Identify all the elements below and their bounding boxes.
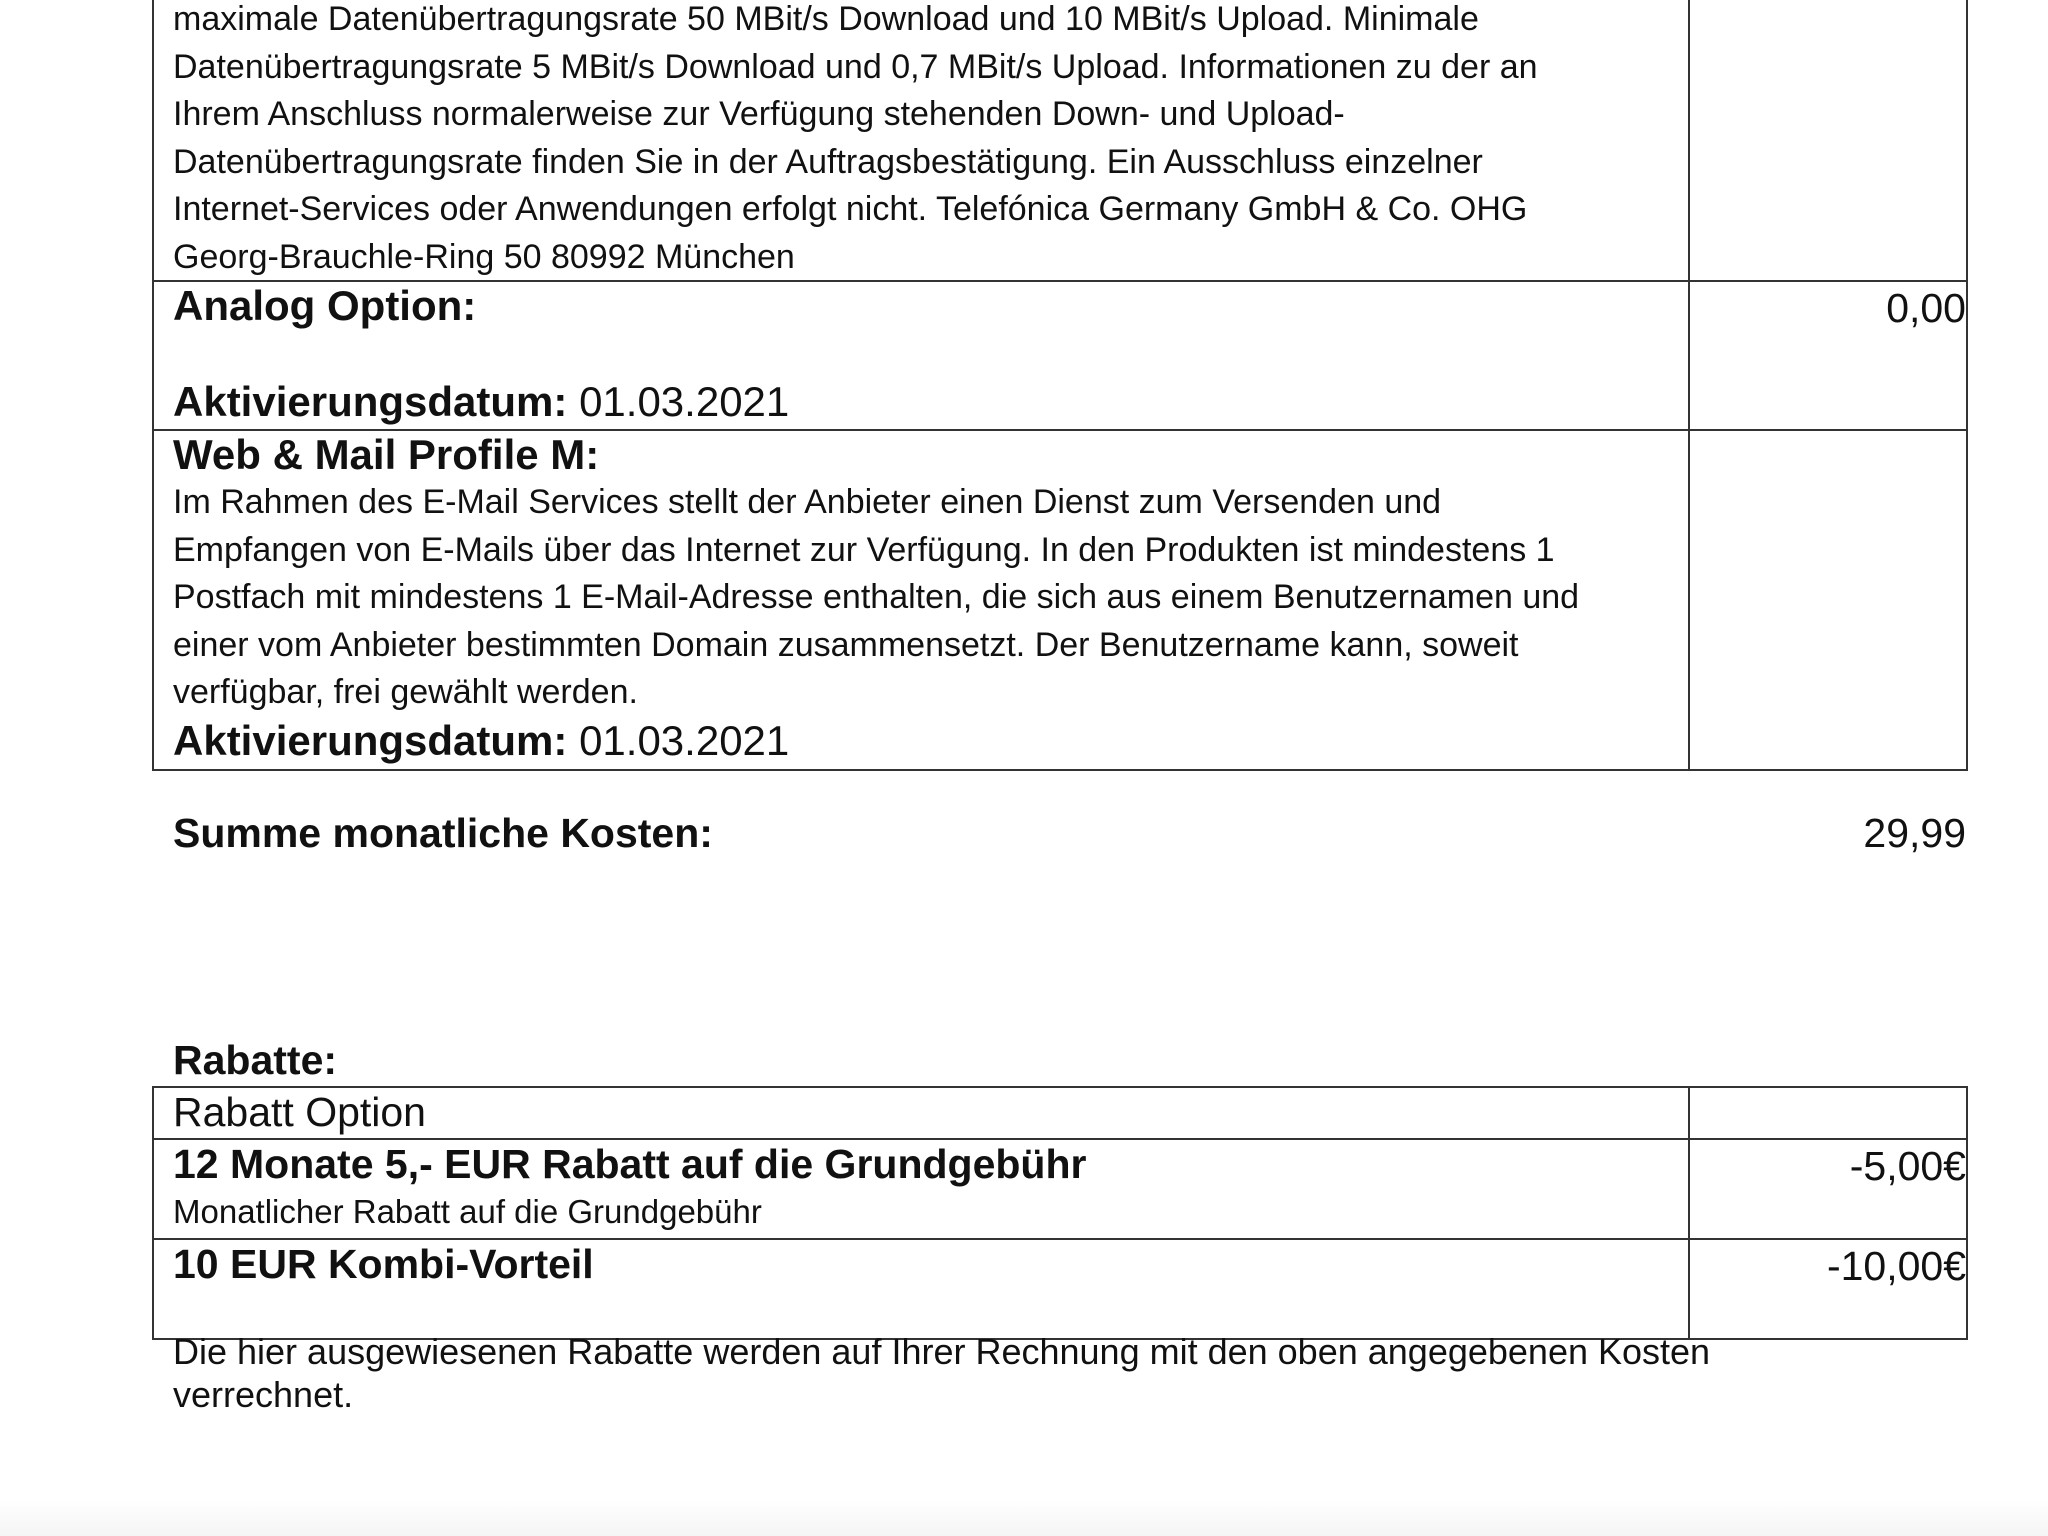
discount-header: Rabatt Option <box>173 1089 426 1135</box>
discount-title: 12 Monate 5,- EUR Rabatt auf die Grundgebühr <box>173 1141 1087 1187</box>
activation-label: Aktivierungsdatum: <box>173 716 568 764</box>
note-line: Die hier ausgewiesenen Rabatte werden auf Ihrer Rechnung mit den oben angegebenen Kosten <box>173 1331 1711 1372</box>
service-title: Analog Option: <box>173 282 477 329</box>
service-amount-cell <box>1690 431 1966 769</box>
table-row <box>154 1238 1966 1338</box>
service-amount-cell <box>1690 0 1966 280</box>
description-line: Datenübertragungsrate finden Sie in der Auftragsbestätigung. Ein Ausschluss einzelner <box>173 142 1483 181</box>
summary-value: 29,99 <box>1863 810 1966 856</box>
services-table <box>152 0 1968 771</box>
discount-amount: -5,00€ <box>1849 1143 1966 1189</box>
table-row <box>154 0 1966 280</box>
note-line: verrechnet. <box>173 1374 354 1415</box>
description-line: Postfach mit mindestens 1 E-Mail-Adresse enthalten, die sich aus einem Benutzernamen und <box>173 578 1580 616</box>
discounts-note <box>173 1330 1933 1416</box>
summary-label: Summe monatliche Kosten: <box>173 810 713 856</box>
service-title: Web & Mail Profile M: <box>173 431 600 478</box>
activation-label: Aktivierungsdatum: <box>173 378 568 425</box>
discount-subtitle: Monatlicher Rabatt auf die Grundgebühr <box>173 1193 762 1230</box>
discount-amount-cell <box>1690 1088 1966 1138</box>
service-description-cell <box>154 282 1690 429</box>
table-row <box>154 1138 1966 1238</box>
description-line: Internet-Services oder Anwendungen erfolgt nicht. Telefónica Germany GmbH & Co. OHG <box>173 190 1528 228</box>
discount-amount: -10,00€ <box>1826 1243 1966 1289</box>
page-shadow <box>0 1500 2048 1536</box>
table-row <box>154 429 1966 769</box>
description-line: Georg-Brauchle-Ring 50 80992 München <box>173 237 795 276</box>
discounts-table <box>152 1086 1968 1340</box>
description-line: verfügbar, frei gewählt werden. <box>173 673 638 711</box>
service-description-cell <box>154 0 1690 280</box>
table-header-row <box>154 1088 1966 1138</box>
monthly-cost-summary <box>173 808 1966 858</box>
activation-date-line <box>173 378 1688 426</box>
service-description-cell <box>154 431 1690 769</box>
description-line: Ihrem Anschluss normalerweise zur Verfügung stehenden Down- und Upload- <box>173 95 1345 133</box>
description-line: Empfangen von E-Mails über das Internet zur Verfügung. In den Produkten ist mindestens 1 <box>173 530 1555 569</box>
description-line: maximale Datenübertragungsrate 50 MBit/s Download und 10 MBit/s Upload. Minimale <box>173 0 1479 38</box>
discount-title: 10 EUR Kombi-Vorteil <box>173 1241 594 1287</box>
discount-header-cell <box>154 1088 1690 1138</box>
service-amount: 0,00 <box>1886 285 1966 331</box>
activation-date-line <box>173 717 1688 765</box>
activation-date: 01.03.2021 <box>579 378 790 425</box>
discount-description-cell <box>154 1240 1690 1338</box>
discount-description-cell <box>154 1140 1690 1238</box>
description-line: Im Rahmen des E-Mail Services stellt der Anbieter einen Dienst zum Versenden und <box>173 483 1442 521</box>
description-line: Datenübertragungsrate 5 MBit/s Download und 0,7 MBit/s Upload. Informationen zu der an <box>173 47 1538 86</box>
description-line: einer vom Anbieter bestimmten Domain zusammensetzt. Der Benutzername kann, soweit <box>173 625 1519 664</box>
activation-date: 01.03.2021 <box>579 716 790 764</box>
table-row <box>154 280 1966 429</box>
discounts-title: Rabatte: <box>173 1037 338 1083</box>
